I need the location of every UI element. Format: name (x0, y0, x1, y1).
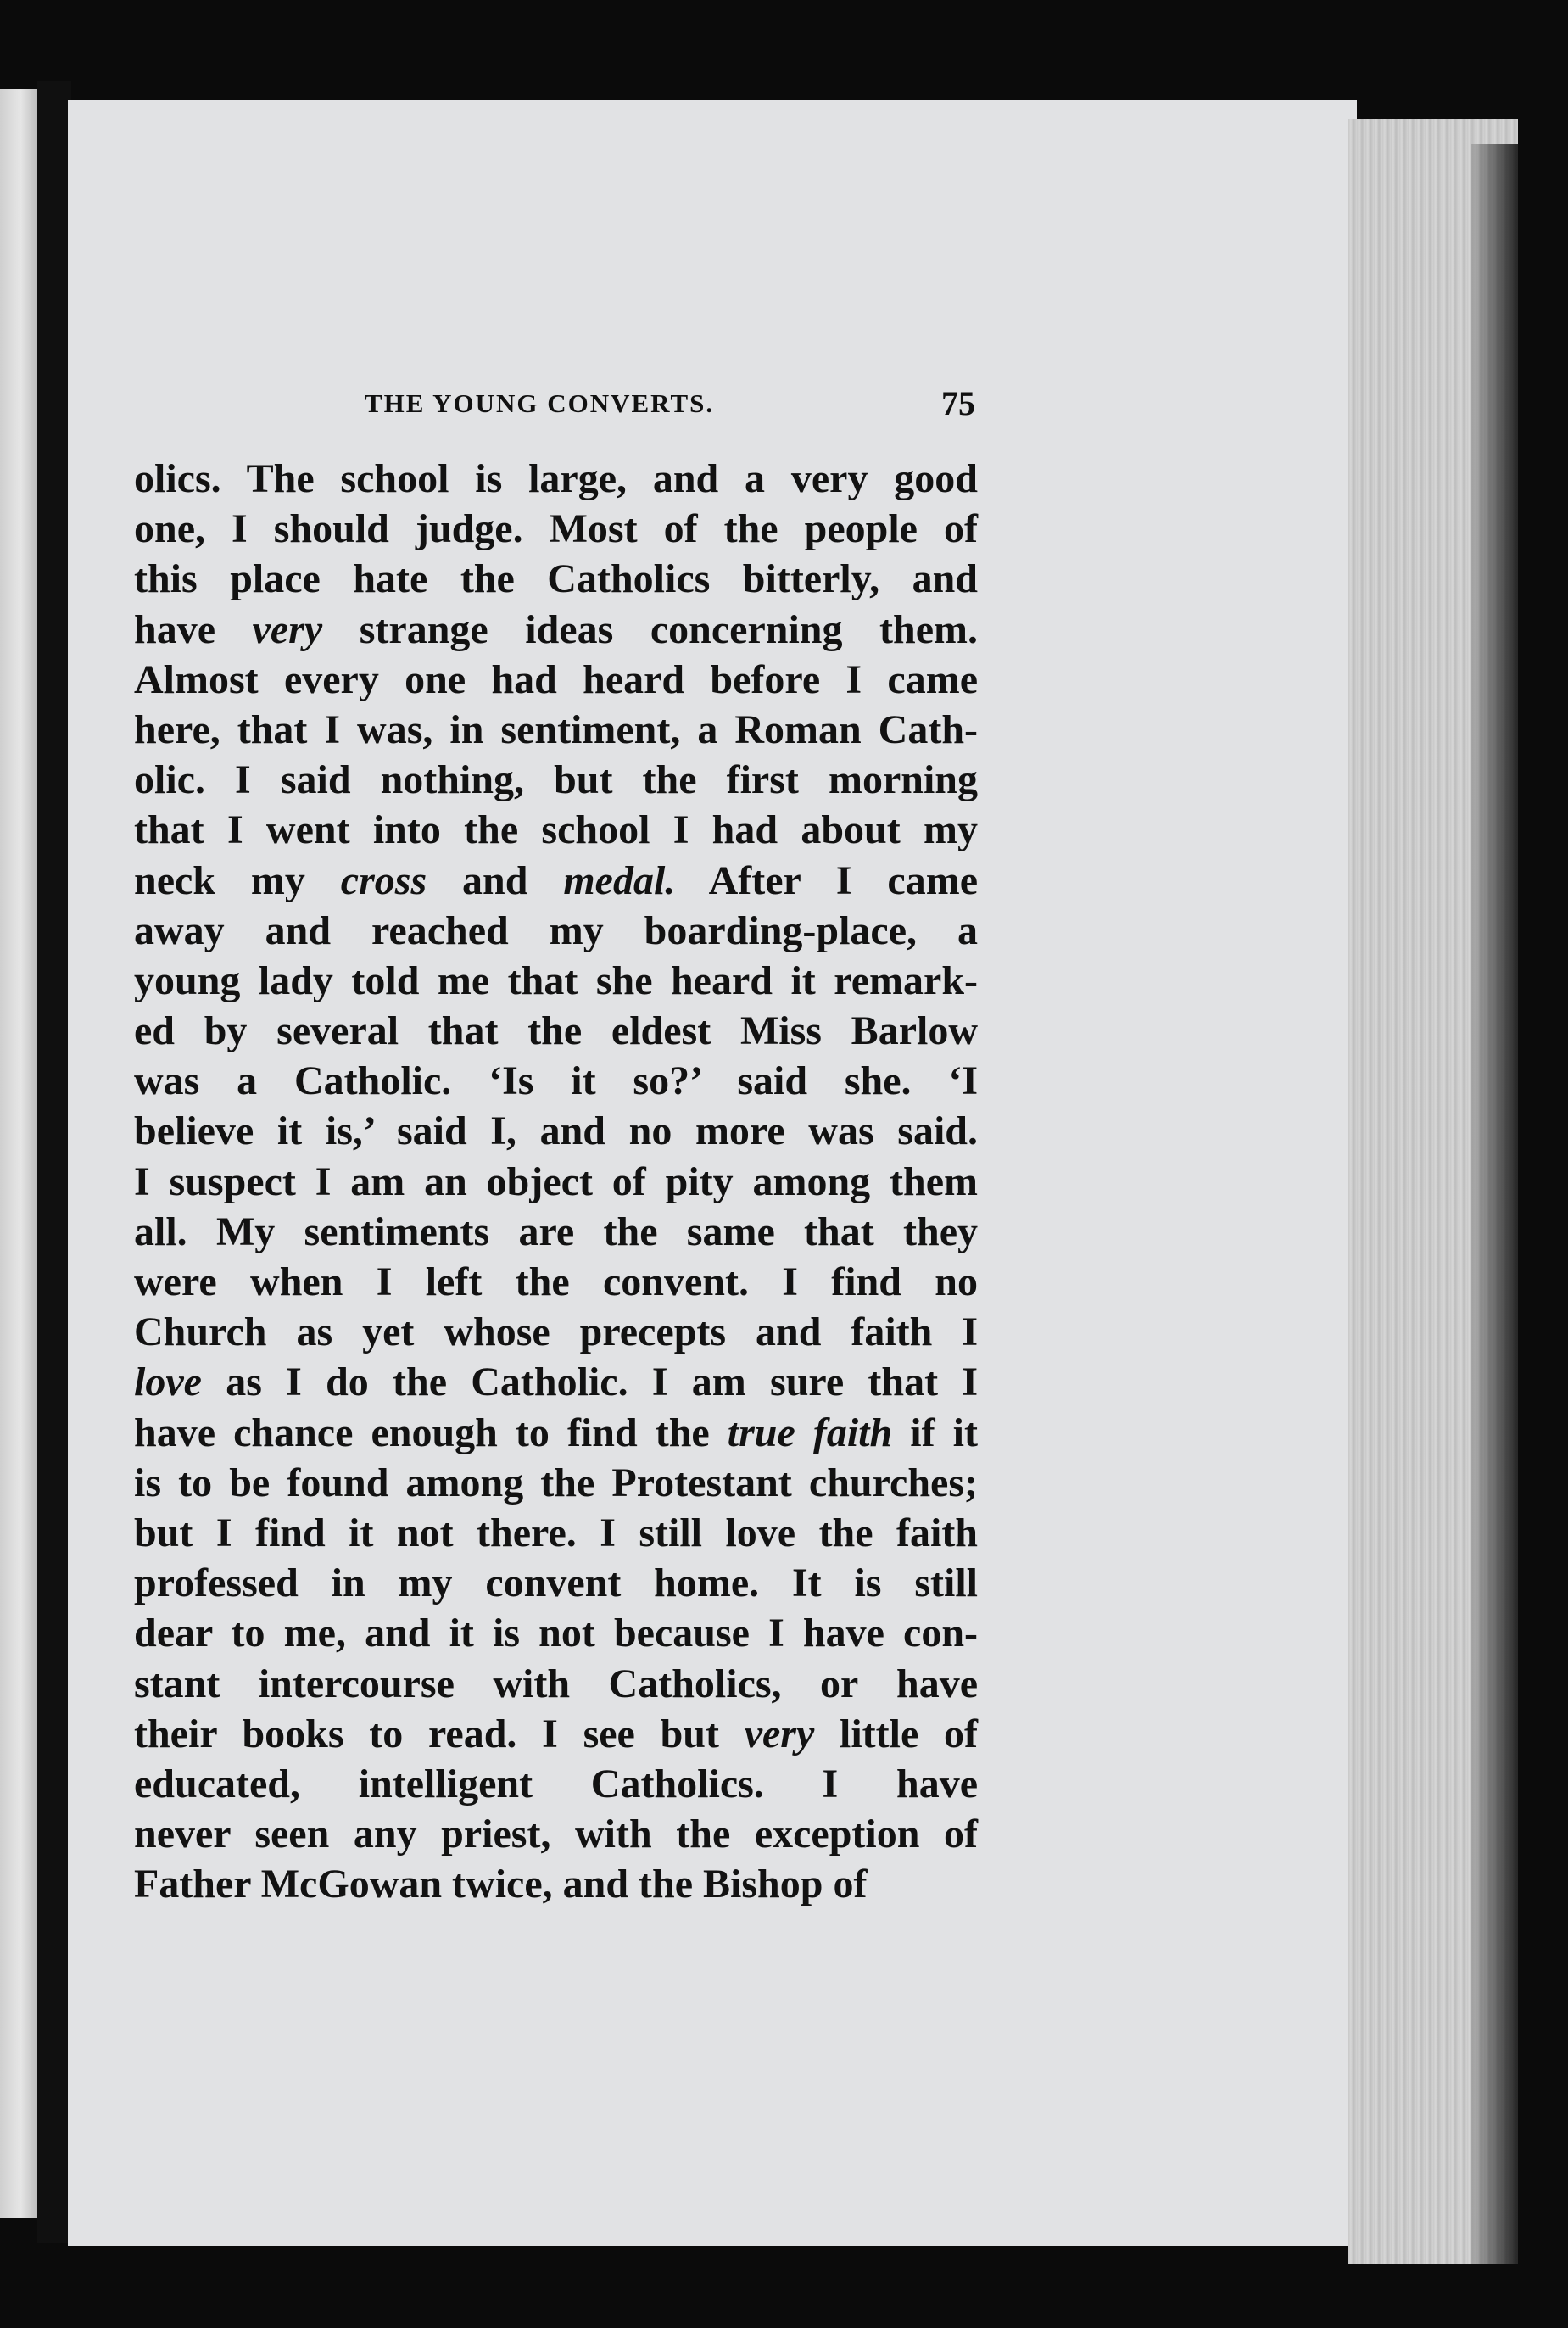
text-segment: have chance enough to find the (134, 1410, 728, 1455)
text-segment: educated, intelligent Catholics. I have (134, 1761, 978, 1806)
text-line (134, 1006, 978, 1056)
text-segment: this place hate the Catholics bitterly, and (134, 556, 978, 602)
text-line (134, 1659, 978, 1709)
italic-text: very (744, 1711, 815, 1756)
text-segment: as I do the Catholic. I am sure that I (201, 1359, 978, 1405)
text-line (134, 1809, 978, 1859)
text-line (134, 956, 978, 1006)
text-line (134, 1859, 978, 1909)
text-line (134, 605, 978, 655)
previous-page-edge (0, 89, 37, 2218)
text-line (134, 906, 978, 956)
italic-text: very (252, 606, 323, 652)
running-head (365, 384, 975, 439)
text-line (134, 1207, 978, 1257)
text-segment: and (427, 857, 564, 903)
text-segment: that I went into the school I had about my (134, 807, 978, 853)
text-line (134, 805, 978, 855)
text-line (134, 454, 978, 504)
text-line (134, 1458, 978, 1508)
text-line (134, 1106, 978, 1156)
text-line (134, 554, 978, 604)
text-segment: little of (814, 1711, 979, 1756)
text-segment: I suspect I am an object of pity among them (134, 1158, 978, 1204)
text-line (134, 1307, 978, 1357)
body-text (134, 454, 978, 1909)
text-segment: olic. I said nothing, but the first morning (134, 757, 978, 803)
text-segment: stant intercourse with Catholics, or have (134, 1661, 978, 1706)
text-segment: believe it is,’ said I, and no more was said. (134, 1108, 978, 1154)
italic-text: love (134, 1359, 202, 1405)
text-line (134, 1508, 978, 1558)
text-line (134, 1357, 978, 1407)
italic-text: true faith (727, 1410, 893, 1455)
text-segment: olics. The school is large, and a very good (134, 456, 978, 501)
text-segment: ed by several that the eldest Miss Barlow (134, 1008, 978, 1054)
text-line (134, 856, 978, 906)
text-segment: never seen any priest, with the exception of (134, 1812, 978, 1857)
text-segment: After I came (675, 857, 979, 903)
text-segment: professed in my convent home. It is still (134, 1560, 978, 1606)
text-line (134, 1709, 978, 1759)
text-segment: if it (892, 1410, 978, 1455)
running-head-title: THE YOUNG CONVERTS. (365, 388, 715, 418)
page-number: 75 (941, 384, 975, 422)
text-segment: Father McGowan twice, and the Bishop of (134, 1862, 868, 1907)
text-segment: but I find it not there. I still love the faith (134, 1510, 978, 1555)
text-segment: strange ideas concerning them. (322, 606, 978, 652)
text-line (134, 1257, 978, 1307)
text-segment: one, I should judge. Most of the people of (134, 506, 978, 552)
text-segment: were when I left the convent. I find no (134, 1259, 978, 1304)
text-segment: have (134, 606, 253, 652)
text-line (134, 705, 978, 755)
text-segment: all. My sentiments are the same that they (134, 1209, 978, 1254)
italic-text: cross (340, 857, 427, 903)
text-line (134, 1056, 978, 1106)
text-segment: here, that I was, in sentiment, a Roman Cath- (134, 706, 978, 752)
text-line (134, 1558, 978, 1608)
text-line (134, 655, 978, 705)
text-line (134, 1408, 978, 1458)
text-segment: is to be found among the Protestant churches; (134, 1460, 978, 1505)
text-segment: away and reached my boarding-place, a (134, 907, 978, 953)
text-line (134, 504, 978, 554)
text-segment: their books to read. I see but (134, 1711, 745, 1756)
text-segment: Almost every one had heard before I came (134, 656, 978, 702)
text-segment: was a Catholic. ‘Is it so?’ said she. ‘I (134, 1058, 978, 1104)
text-segment: neck my (134, 857, 341, 903)
binding-gutter-shadow (37, 81, 71, 2243)
italic-text: medal. (563, 857, 676, 903)
page-stack-shadow (1471, 144, 1518, 2264)
text-segment: Church as yet whose precepts and faith I (134, 1309, 978, 1355)
text-line (134, 1157, 978, 1207)
text-line (134, 1608, 978, 1658)
text-line (134, 1759, 978, 1809)
text-segment: young lady told me that she heard it remark- (134, 957, 978, 1003)
text-line (134, 755, 978, 805)
text-segment: dear to me, and it is not because I have con- (134, 1611, 978, 1656)
